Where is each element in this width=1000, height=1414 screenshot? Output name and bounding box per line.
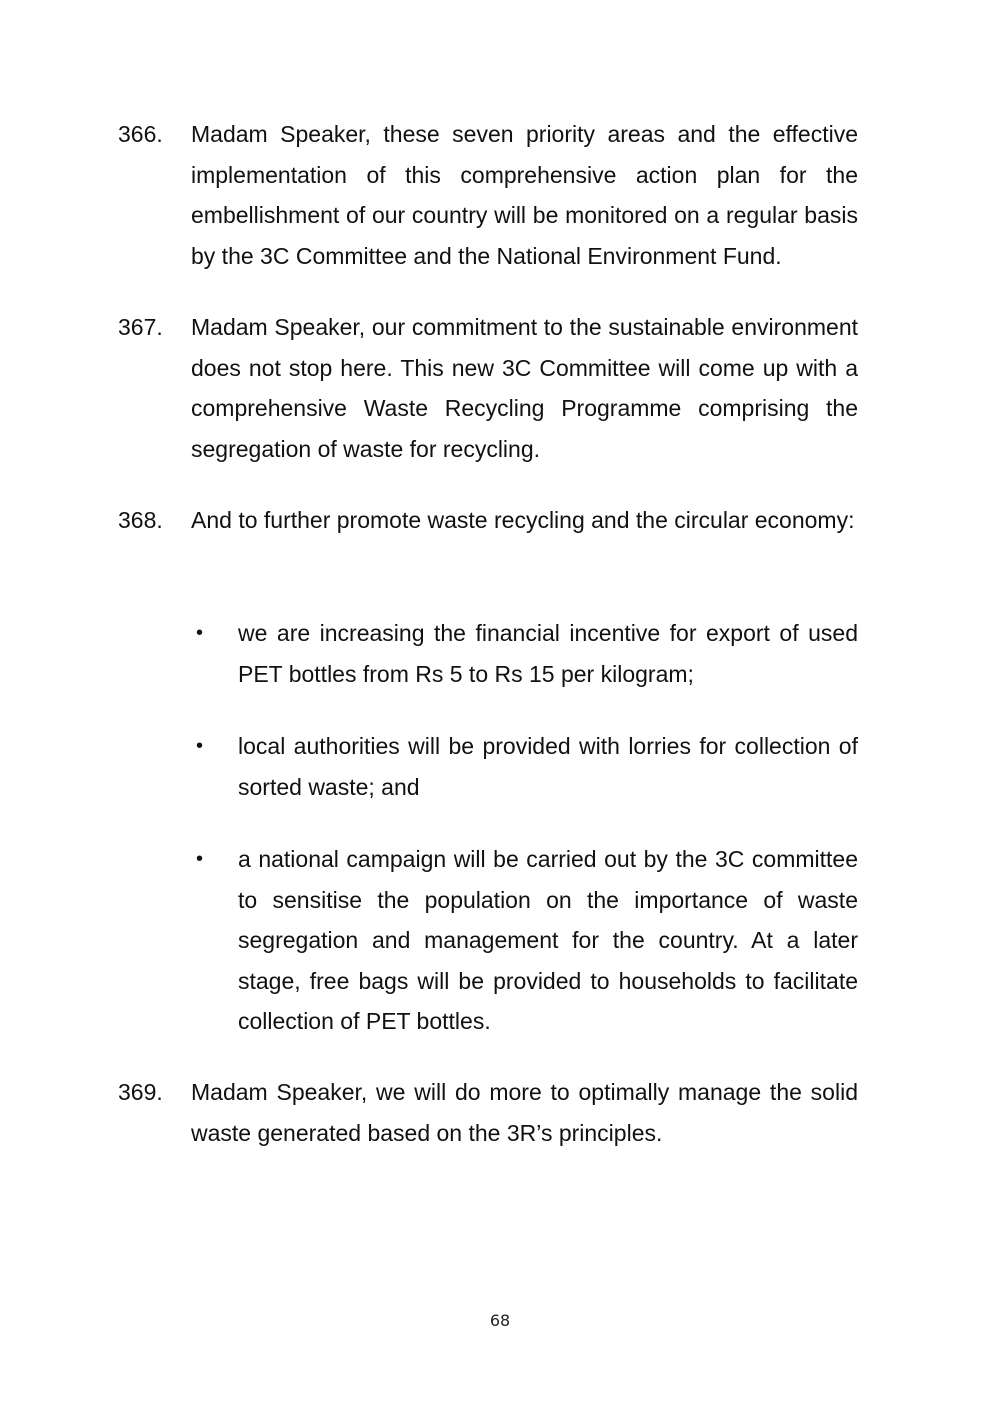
paragraph-368 [118,500,858,541]
page-number: 68 [489,1311,511,1330]
paragraph-number: 367. [118,314,163,340]
list-item [191,726,858,807]
paragraph-text: Madam Speaker, these seven priority areas and the effective implementation of this comprehensive action plan for the embellishment of our country will be monitored on a regular basis by the 3C Committee and the National Environment Fund. [191,121,858,269]
list-item [191,613,858,694]
list-item-text: a national campaign will be carried out by the 3C committee to sensitise the population on the importance of waste segregation and management for the country. At a later stage, free bags will be provided to households to facilitate collection of PET bottles. [238,846,858,1035]
paragraph-number: 369. [118,1079,163,1105]
paragraph-text: Madam Speaker, we will do more to optimally manage the solid waste generated based on the 3R’s principles. [191,1079,858,1146]
paragraph-367 [118,307,858,469]
paragraph-text: And to further promote waste recycling and the circular economy: [191,507,855,533]
bullet-marker: • [196,735,204,757]
paragraph-number: 366. [118,121,163,147]
list-item-text: we are increasing the financial incentive for export of used PET bottles from Rs 5 to Rs 15 per kilogram; [238,620,858,687]
bullet-marker: • [196,622,204,644]
paragraph-text: Madam Speaker, our commitment to the sustainable environment does not stop here. This new 3C Committee will come up with a comprehensive Waste Recycling Programme comprising the segregation of waste for recycling. [191,314,858,462]
list-item-text: local authorities will be provided with lorries for collection of sorted waste; and [238,733,858,800]
paragraph-369 [118,1072,858,1153]
bullet-marker: • [196,848,204,870]
paragraph-366 [118,114,858,276]
paragraph-number: 368. [118,507,163,533]
list-item [191,839,858,1042]
